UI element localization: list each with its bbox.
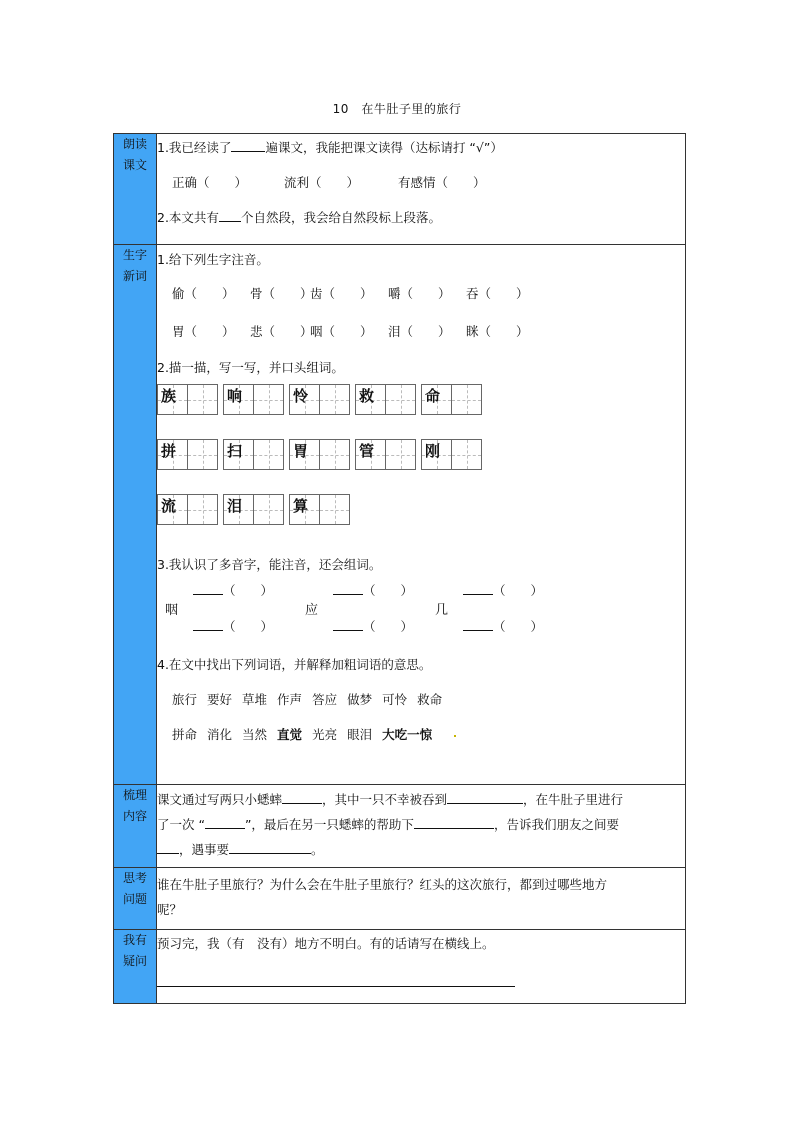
summary-blank[interactable]: [414, 816, 494, 829]
option-fluent[interactable]: 流利（ ）: [283, 175, 359, 190]
write-box[interactable]: [451, 384, 482, 415]
stray-dot: [454, 735, 456, 737]
pinyin-item[interactable]: 眯（ ）: [465, 324, 529, 339]
pinyin-blank[interactable]: [463, 582, 493, 595]
write-box[interactable]: [253, 439, 284, 470]
row-content-thinking: 谁在牛肚子里旅行？为什么会在牛肚子里旅行？红头的这次旅行，都到过哪些地方 呢？: [157, 868, 686, 930]
row-content-summary: 课文通过写两只小蟋蟀 ，其中一只不幸被吞到 ，在牛肚子里进行 了一次 “ ”，最后在另一只蟋蟀的帮助下 ，告诉我们朋友之间要 ，遇事要 。: [157, 785, 686, 868]
pinyin-blank[interactable]: [193, 618, 223, 631]
pinyin-blank[interactable]: [333, 618, 363, 631]
write-box[interactable]: [253, 384, 284, 415]
row-label-thinking: 思考 问题: [114, 868, 157, 930]
summary-blank[interactable]: [229, 841, 311, 854]
trace-grid-row-2: [157, 439, 685, 474]
page-title: 10 在牛肚子里的旅行: [332, 102, 462, 116]
row-label-reading: 朗读 课文: [114, 134, 157, 245]
trace-box[interactable]: 扫: [223, 439, 254, 470]
write-box[interactable]: [385, 384, 416, 415]
write-box[interactable]: [187, 384, 218, 415]
word-item: 答应: [312, 692, 338, 707]
word-item: 眼泪: [347, 727, 373, 742]
write-box[interactable]: [253, 494, 284, 525]
pinyin-item[interactable]: 悲（ ）: [249, 324, 313, 339]
write-box[interactable]: [319, 439, 350, 470]
trace-box[interactable]: 拼: [157, 439, 188, 470]
summary-blank[interactable]: [282, 791, 322, 804]
row-questions: [114, 930, 686, 1004]
pinyin-item[interactable]: 骨（ ）: [249, 286, 313, 301]
trace-box[interactable]: 算: [289, 494, 320, 525]
preview-worksheet-table: [113, 133, 686, 1004]
row-label-questions: 我有 疑问: [114, 930, 157, 1004]
summary-blank[interactable]: [447, 791, 523, 804]
trace-box[interactable]: 响: [223, 384, 254, 415]
trace-grid-row-3: [157, 494, 685, 529]
row-reading: [114, 134, 686, 245]
row-content-new-characters: 1.给下列生字注音。 偷（ ） 骨（ ） 齿（ ） 嚼（ ） 吞（ ） 胃（ ） 悲（ ） 咽（ ） 泪（ ） 眯（ ） 2.描一描，写一写，并口头组词。 族 响 怜 救 命 拼 扫 胃 管 刚 流 泪 算 3.我认识了多音字，能注音，还会组词。 咽 （ ） （ ） 应 （ ） （ ） 几 （ ） （ ） 4.在文中找出下列词语，并解释加粗词语的意思。 旅行 要好 草堆 作声 答应 做梦 可怜 救命 拼命 消化 当然 直觉 光亮 眼泪 大吃一惊: [157, 245, 686, 785]
word-item: 要好: [207, 692, 233, 707]
trace-box[interactable]: 泪: [223, 494, 254, 525]
pinyin-row-1: [157, 284, 685, 302]
word-list-row-1: [157, 690, 685, 708]
word-item: 消化: [207, 727, 233, 742]
word-item: 作声: [277, 692, 303, 707]
read-count-blank[interactable]: [231, 139, 265, 152]
pinyin-blank[interactable]: [333, 582, 363, 595]
word-item-bold: 直觉: [277, 727, 303, 742]
write-box[interactable]: [187, 494, 218, 525]
trace-box[interactable]: 救: [355, 384, 386, 415]
trace-box[interactable]: 胃: [289, 439, 320, 470]
pinyin-row-2: [157, 322, 685, 340]
trace-box[interactable]: 刚: [421, 439, 452, 470]
option-expressive[interactable]: 有感情（ ）: [397, 175, 486, 190]
pinyin-item[interactable]: 吞（ ）: [465, 286, 529, 301]
row-new-characters: [114, 245, 686, 785]
pinyin-item[interactable]: 齿（ ）: [309, 286, 373, 301]
word-item: 当然: [242, 727, 268, 742]
write-box[interactable]: [385, 439, 416, 470]
row-thinking: [114, 868, 686, 930]
row-content-reading: 1.我已经读了 遍课文，我能把课文读得（达标请打 “√”） 正确（ ） 流利（ ） 有感情（ ） 2.本文共有 个自然段，我会给自然段标上段落。: [157, 134, 686, 245]
pinyin-blank[interactable]: [193, 582, 223, 595]
word-item: 做梦: [347, 692, 373, 707]
word-item: 草堆: [242, 692, 268, 707]
pinyin-blank[interactable]: [463, 618, 493, 631]
option-correct[interactable]: 正确（ ）: [172, 175, 248, 190]
write-box[interactable]: [319, 384, 350, 415]
pinyin-item[interactable]: 咽（ ）: [309, 324, 373, 339]
pinyin-item[interactable]: 泪（ ）: [387, 324, 451, 339]
trace-grid-row-1: [157, 384, 685, 419]
word-item: 可怜: [382, 692, 408, 707]
row-summary: [114, 785, 686, 868]
word-item: 拼命: [172, 727, 198, 742]
paragraph-count-blank[interactable]: [219, 209, 241, 222]
polyphone-section: 咽 （ ） （ ） 应 （ ） （ ） 几 （ ） （ ）: [165, 583, 544, 634]
trace-box[interactable]: 怜: [289, 384, 320, 415]
word-item: 旅行: [172, 692, 198, 707]
word-list-row-2: [157, 725, 685, 743]
word-item-bold: 大吃一惊: [382, 727, 433, 742]
word-item: 光亮: [312, 727, 338, 742]
summary-blank[interactable]: [157, 841, 179, 854]
row-content-questions: 预习完，我（有 没有）地方不明白。有的话请写在横线上。: [157, 930, 686, 1004]
write-box[interactable]: [451, 439, 482, 470]
write-box[interactable]: [187, 439, 218, 470]
pinyin-item[interactable]: 嚼（ ）: [387, 286, 451, 301]
question-answer-line[interactable]: [157, 974, 515, 987]
pinyin-item[interactable]: 胃（ ）: [172, 324, 235, 339]
row-label-new-characters: 生字 新词: [114, 245, 157, 785]
row-label-summary: 梳理 内容: [114, 785, 157, 868]
trace-box[interactable]: 管: [355, 439, 386, 470]
pinyin-item[interactable]: 偷（ ）: [172, 286, 235, 301]
trace-box[interactable]: 族: [157, 384, 188, 415]
trace-box[interactable]: 流: [157, 494, 188, 525]
summary-blank[interactable]: [205, 816, 245, 829]
trace-box[interactable]: 命: [421, 384, 452, 415]
word-item: 救命: [417, 692, 443, 707]
write-box[interactable]: [319, 494, 350, 525]
